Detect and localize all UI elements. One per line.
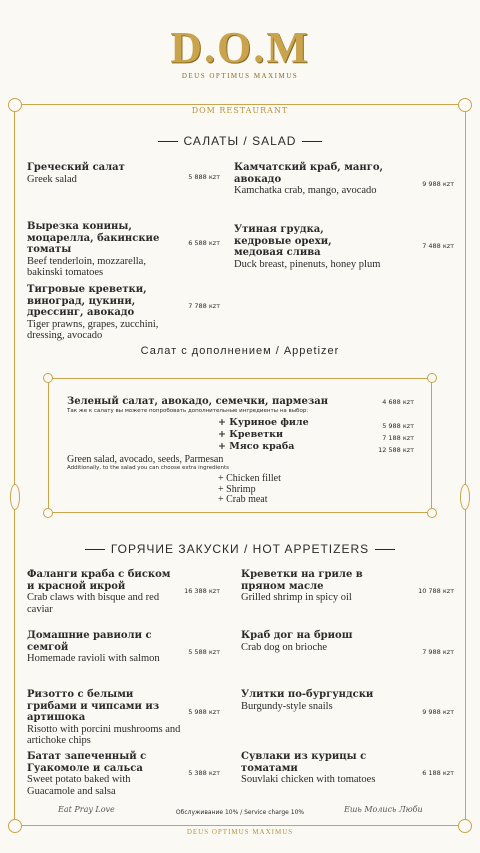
footer-slogan-en: Eat Pray Love [58,805,115,814]
item-price: 5 888 кzт [188,173,220,181]
appetizer-heading: Салат с дополнением / Appetizer [140,345,340,357]
item-price: 5 388 кzт [188,769,220,777]
extra-en: + Shrimp [218,483,256,495]
salad-heading: САЛАТЫ / SALAD [0,134,480,148]
item-name-ru: Домашние равиоли с семгой [27,630,152,653]
logo-mark: D.O.M [170,23,310,72]
item-price: 9 988 кzт [422,180,454,188]
corner-ornament-icon [427,373,437,383]
menu-item [27,221,177,279]
item-name-ru: Утиная грудка, кедровые орехи, медовая слива [234,224,332,258]
item-name-en: Kamchatka crab, mango, avocado [234,185,377,196]
item-name-ru: Греческий салат [27,162,125,173]
footer-tagline: DEUS OPTIMUS MAXIMUS [0,819,480,838]
item-name-ru: Креветки на гриле в пряном масле [241,569,363,592]
item-name-en: Burgundy-style snails [241,700,333,712]
corner-ornament-icon [458,98,472,112]
menu-item [27,751,177,797]
item-name-ru: Фаланги краба с биском и красной икрой [27,569,171,592]
item-price: 10 788 кzт [418,587,454,595]
menu-item [27,689,182,747]
extras-en [218,474,281,506]
item-name-en: Homemade ravioli with salmon [27,653,160,664]
menu-item [27,569,177,615]
item-name-en: Sweet potato baked with Guacamole and salsa [27,774,131,797]
item-price: 7 988 кzт [422,648,454,656]
corner-ornament-icon [427,508,437,518]
appetizer-note-en: Additionally, to the salad you can choose extra ingredients [67,465,230,471]
extra-en: + Crab meat [218,494,268,505]
frame-title: DOM RESTAURANT [0,98,480,117]
item-name-ru: Батат запеченный с Гуакомоле и сальса [27,751,147,774]
menu-item [27,630,177,665]
item-name-en: Souvlaki chicken with tomatoes [241,774,376,785]
item-price: 7 488 кzт [422,242,454,250]
appetizer-note-ru: Так же к салату вы можете попробовать дополнительные ингредиенты на выбор: [67,408,309,414]
logo-tagline: DEUS OPTIMUS MAXIMUS [181,72,299,80]
menu-item [27,284,177,342]
corner-ornament-icon [43,373,53,383]
item-name-en: Crab claws with bisque and red caviar [27,592,160,615]
extra-ru: + Креветки [218,429,284,440]
menu-item [234,224,384,270]
item-name-ru: Вырезка конины, моцарелла, бакинские томаты [27,221,160,255]
item-name-en: Beef tenderloin, mozzarella, bakinski tomatoes [27,255,146,278]
item-price: 7 788 кzт [188,302,220,310]
menu-item [241,630,391,653]
item-price: 5 988 кzт [188,708,220,716]
footer-slogan-ru: Ешь Молись Люби [344,805,423,814]
item-name-ru: Улитки по-бургундски [241,689,374,700]
item-name-en: Crab dog on brioche [241,641,328,653]
item-price: 9 988 кzт [422,708,454,716]
appetizer-title-en: Green salad, avocado, seeds, Parmesan [67,454,224,465]
extra-price: 5 988 кzт [382,422,414,430]
item-price: 16 388 кzт [184,587,220,595]
item-name-en: Tiger prawns, grapes, zucchini, dressing, avocado [27,318,159,341]
item-name-ru: Сувлаки из курицы с томатами [241,751,367,774]
side-ornament-icon [10,484,20,510]
item-name-ru: Ризотто с белыми грибами и чипсами из артишока [27,689,160,723]
menu-item [241,689,391,712]
item-name-ru: Тигровые креветки, виноград, цукини, дрессинг, авокадо [27,284,147,318]
item-name-en: Duck breast, pinenuts, honey plum [234,258,381,270]
item-name-ru: Краб дог на бриош [241,630,353,641]
extra-price: 12 588 кzт [378,446,414,454]
item-price: 6 188 кzт [422,769,454,777]
item-name-en: Risotto with porcini mushrooms and artichoke chips [27,723,181,746]
menu-item [27,162,177,185]
item-price: 6 588 кzт [188,239,220,247]
restaurant-logo [0,23,480,80]
appetizer-title-ru: Зеленый салат, авокадо, семечки, пармезан [67,396,329,407]
item-name-ru: Камчатский краб, манго, авокадо [234,162,383,185]
item-price: 5 588 кzт [188,648,220,656]
corner-ornament-icon [8,98,22,112]
appetizer-price: 4 688 кzт [382,398,414,406]
menu-item [241,751,391,786]
service-charge: Обслуживание 10% / Service charge 10% [175,809,305,816]
item-name-en: Grilled shrimp in spicy oil [241,592,352,603]
menu-item [234,162,384,197]
corner-ornament-icon [43,508,53,518]
extra-price: 7 188 кzт [382,434,414,442]
extra-ru: + Мясо краба [218,441,295,452]
menu-item [241,569,391,604]
extra-en: + Chicken fillet [218,473,281,484]
extras-prices [354,420,414,456]
side-ornament-icon [460,484,470,510]
extra-ru: + Куриное филе [218,417,309,428]
hot-heading: ГОРЯЧИЕ ЗАКУСКИ / HOT APPETIZERS [0,542,480,556]
extras-ru [218,417,309,453]
item-name-en: Greek salad [27,173,77,185]
